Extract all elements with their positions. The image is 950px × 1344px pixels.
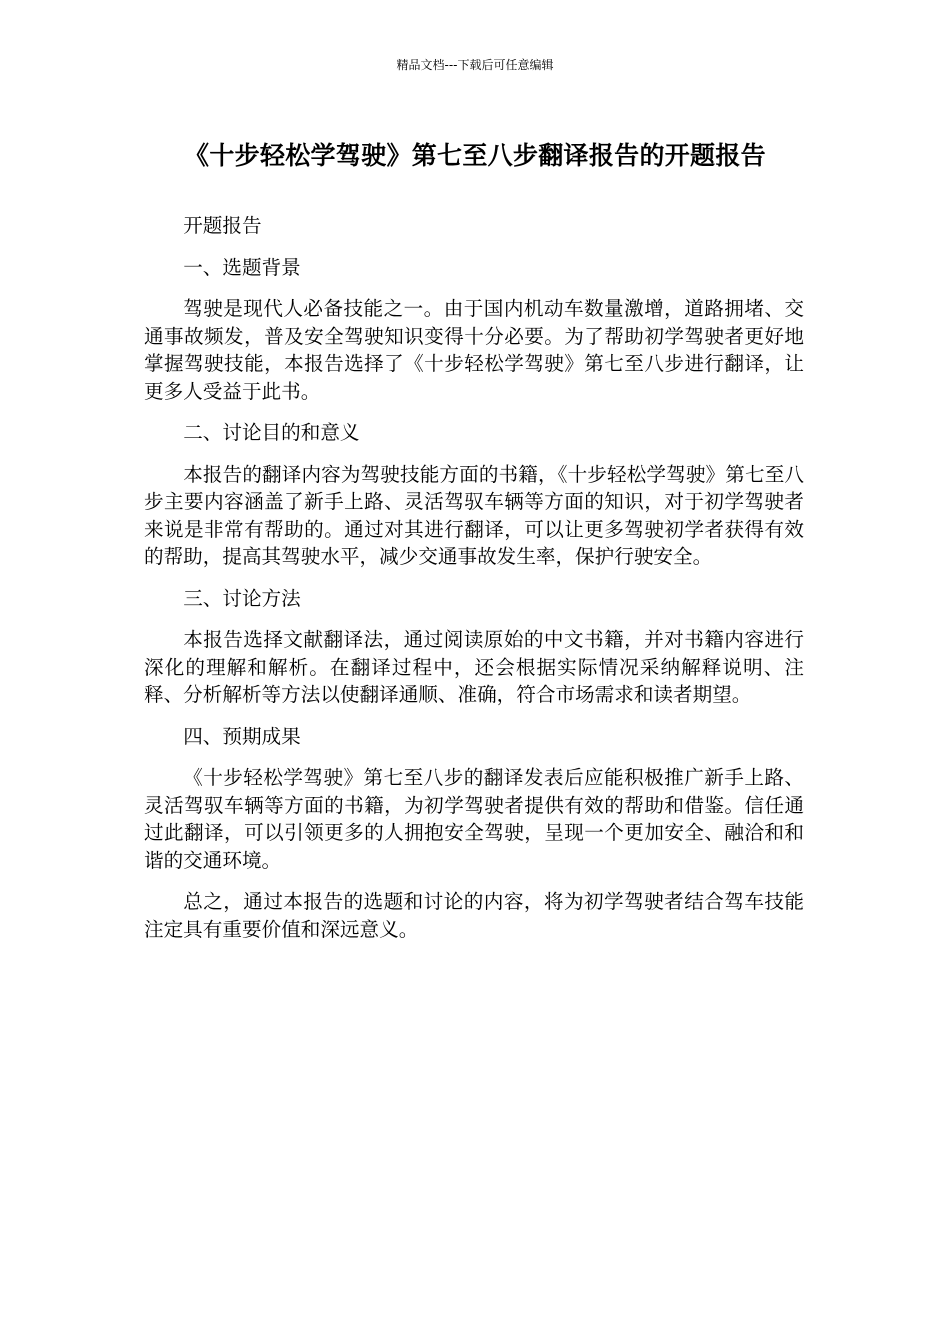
section-heading-background: 一、选题背景 xyxy=(183,255,301,279)
paragraph-background: 驾驶是现代人必备技能之一。由于国内机动车数量激增，道路拥堵、交通事故频发，普及安全驾驶知识变得十分必要。为了帮助初学驾驶者更好地掌握驾驶技能，本报告选择了《十步轻松学驾驶》第七至八步进行翻译，让更多人受益于此书。 xyxy=(144,297,804,403)
page-header: 精品文档---下载后可任意编辑 xyxy=(396,58,554,72)
paragraph-purpose: 本报告的翻译内容为驾驶技能方面的书籍，《十步轻松学驾驶》第七至八步主要内容涵盖了新手上路、灵活驾驭车辆等方面的知识，对于初学驾驶者来说是非常有帮助的。通过对其进行翻译，可以让更多驾驶初学者获得有效的帮助，提高其驾驶水平，减少交通事故发生率，保护行驶安全。 xyxy=(144,462,804,568)
paragraph-method: 本报告选择文献翻译法，通过阅读原始的中文书籍，并对书籍内容进行深化的理解和解析。在翻译过程中，还会根据实际情况采纳解释说明、注释、分析解析等方法以使翻译通顺、准确，符合市场需求和读者期望。 xyxy=(144,628,804,706)
document-title: 《十步轻松学驾驶》第七至八步翻译报告的开题报告 xyxy=(184,141,766,170)
document-body xyxy=(144,212,804,957)
section-heading-purpose: 二、讨论目的和意义 xyxy=(183,421,360,444)
section-heading-method: 三、讨论方法 xyxy=(183,586,301,610)
paragraph-conclusion: 总之，通过本报告的选题和讨论的内容，将为初学驾驶者结合驾车技能注定具有重要价值和深远意义。 xyxy=(144,890,804,941)
paragraph-outcomes: 《十步轻松学驾驶》第七至八步的翻译发表后应能积极推广新手上路、灵活驾驭车辆等方面的书籍，为初学驾驶者提供有效的帮助和借鉴。信任通过此翻译，可以引领更多的人拥抱安全驾驶，呈现一个更加安全、融洽和和谐的交通环境。 xyxy=(144,766,804,872)
section-heading-outcomes: 四、预期成果 xyxy=(183,724,301,748)
report-label: 开题报告 xyxy=(183,214,262,237)
